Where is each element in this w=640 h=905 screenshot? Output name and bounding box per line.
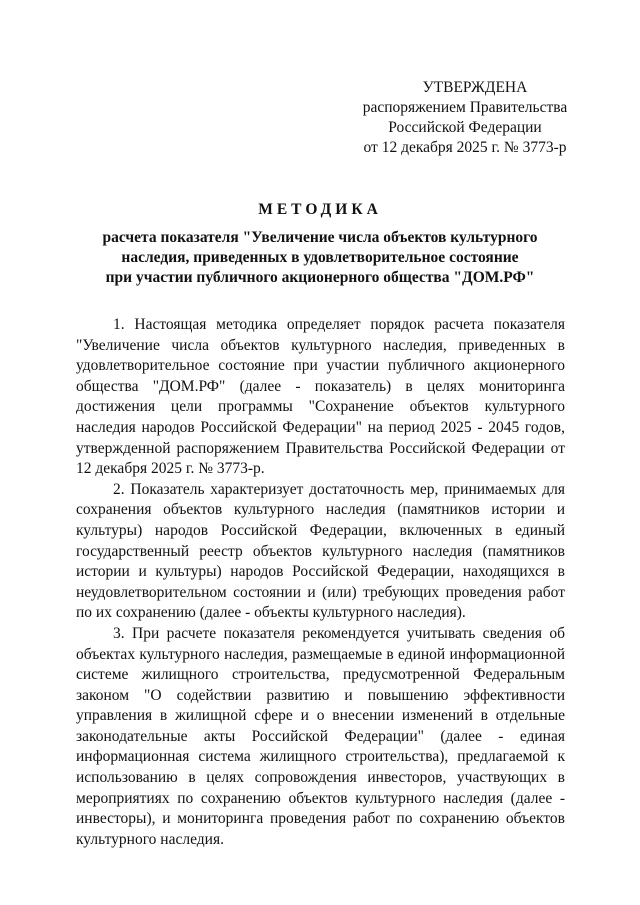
approval-status: УТВЕРЖДЕНА (422, 79, 528, 96)
paragraph-1: 1. Настоящая методика определяет порядок расчета показателя "Увеличение числа объектов культурного наследия, приведенных в удовлетворительное состояние при участии публичного акционерного общества "ДОМ.РФ" (далее - показатель) в целях мониторинга достижения цели программы "Сохранение объектов культурного наследия народов Российской Федерации" на период 2025 - 2045 годов, утвержденной распоряжением Правительства Российской Федерации от 12 декабря 2025 г. № 3773-р. (76, 316, 565, 478)
subtitle-line-3: при участии публичного акционерного общества "ДОМ.РФ" (105, 269, 535, 286)
approval-line-2: Российской Федерации (388, 119, 542, 136)
paragraph-3: 3. При расчете показателя рекомендуется учитывать сведения об объектах культурного наследия, размещаемые в единой информационной системе жилищного строительства, предусмотренной Федеральным законом "О содействии развитию и повышению эффективности управления в жилищной сфере и о внесении изменений в отдельные законодательные акты Российской Федерации" (далее - единая информационная система жилищного строительства), предлагаемой к использованию в целях сопровождения инвесторов, участвующих в мероприятиях по сохранению объектов культурного наследия (далее - инвесторы), и мониторинга проведения работ по сохранению объектов культурного наследия. (76, 624, 565, 848)
document-subtitle (80, 228, 560, 288)
document-title: МЕТОДИКА (258, 201, 382, 218)
approval-line-3: от 12 декабря 2025 г. № 3773-р (363, 139, 567, 156)
subtitle-line-1: расчета показателя "Увеличение числа объектов культурного (102, 229, 538, 246)
document-body (76, 315, 565, 850)
approval-stamp (340, 78, 590, 158)
subtitle-line-2: наследия, приведенных в удовлетворительное состояние (121, 249, 519, 266)
approval-line-1: распоряжением Правительства (362, 99, 568, 116)
paragraph-2: 2. Показатель характеризует достаточность мер, принимаемых для сохранения объектов культурного наследия (памятников истории и культуры) народов Российской Федерации, включенных в единый государственный реестр объектов культурного наследия (памятников истории и культуры) народов Российской Федерации, находящихся в неудовлетворительном состоянии и (или) требующих проведения работ по их сохранению (далее - объекты культурного наследия). (76, 480, 565, 622)
